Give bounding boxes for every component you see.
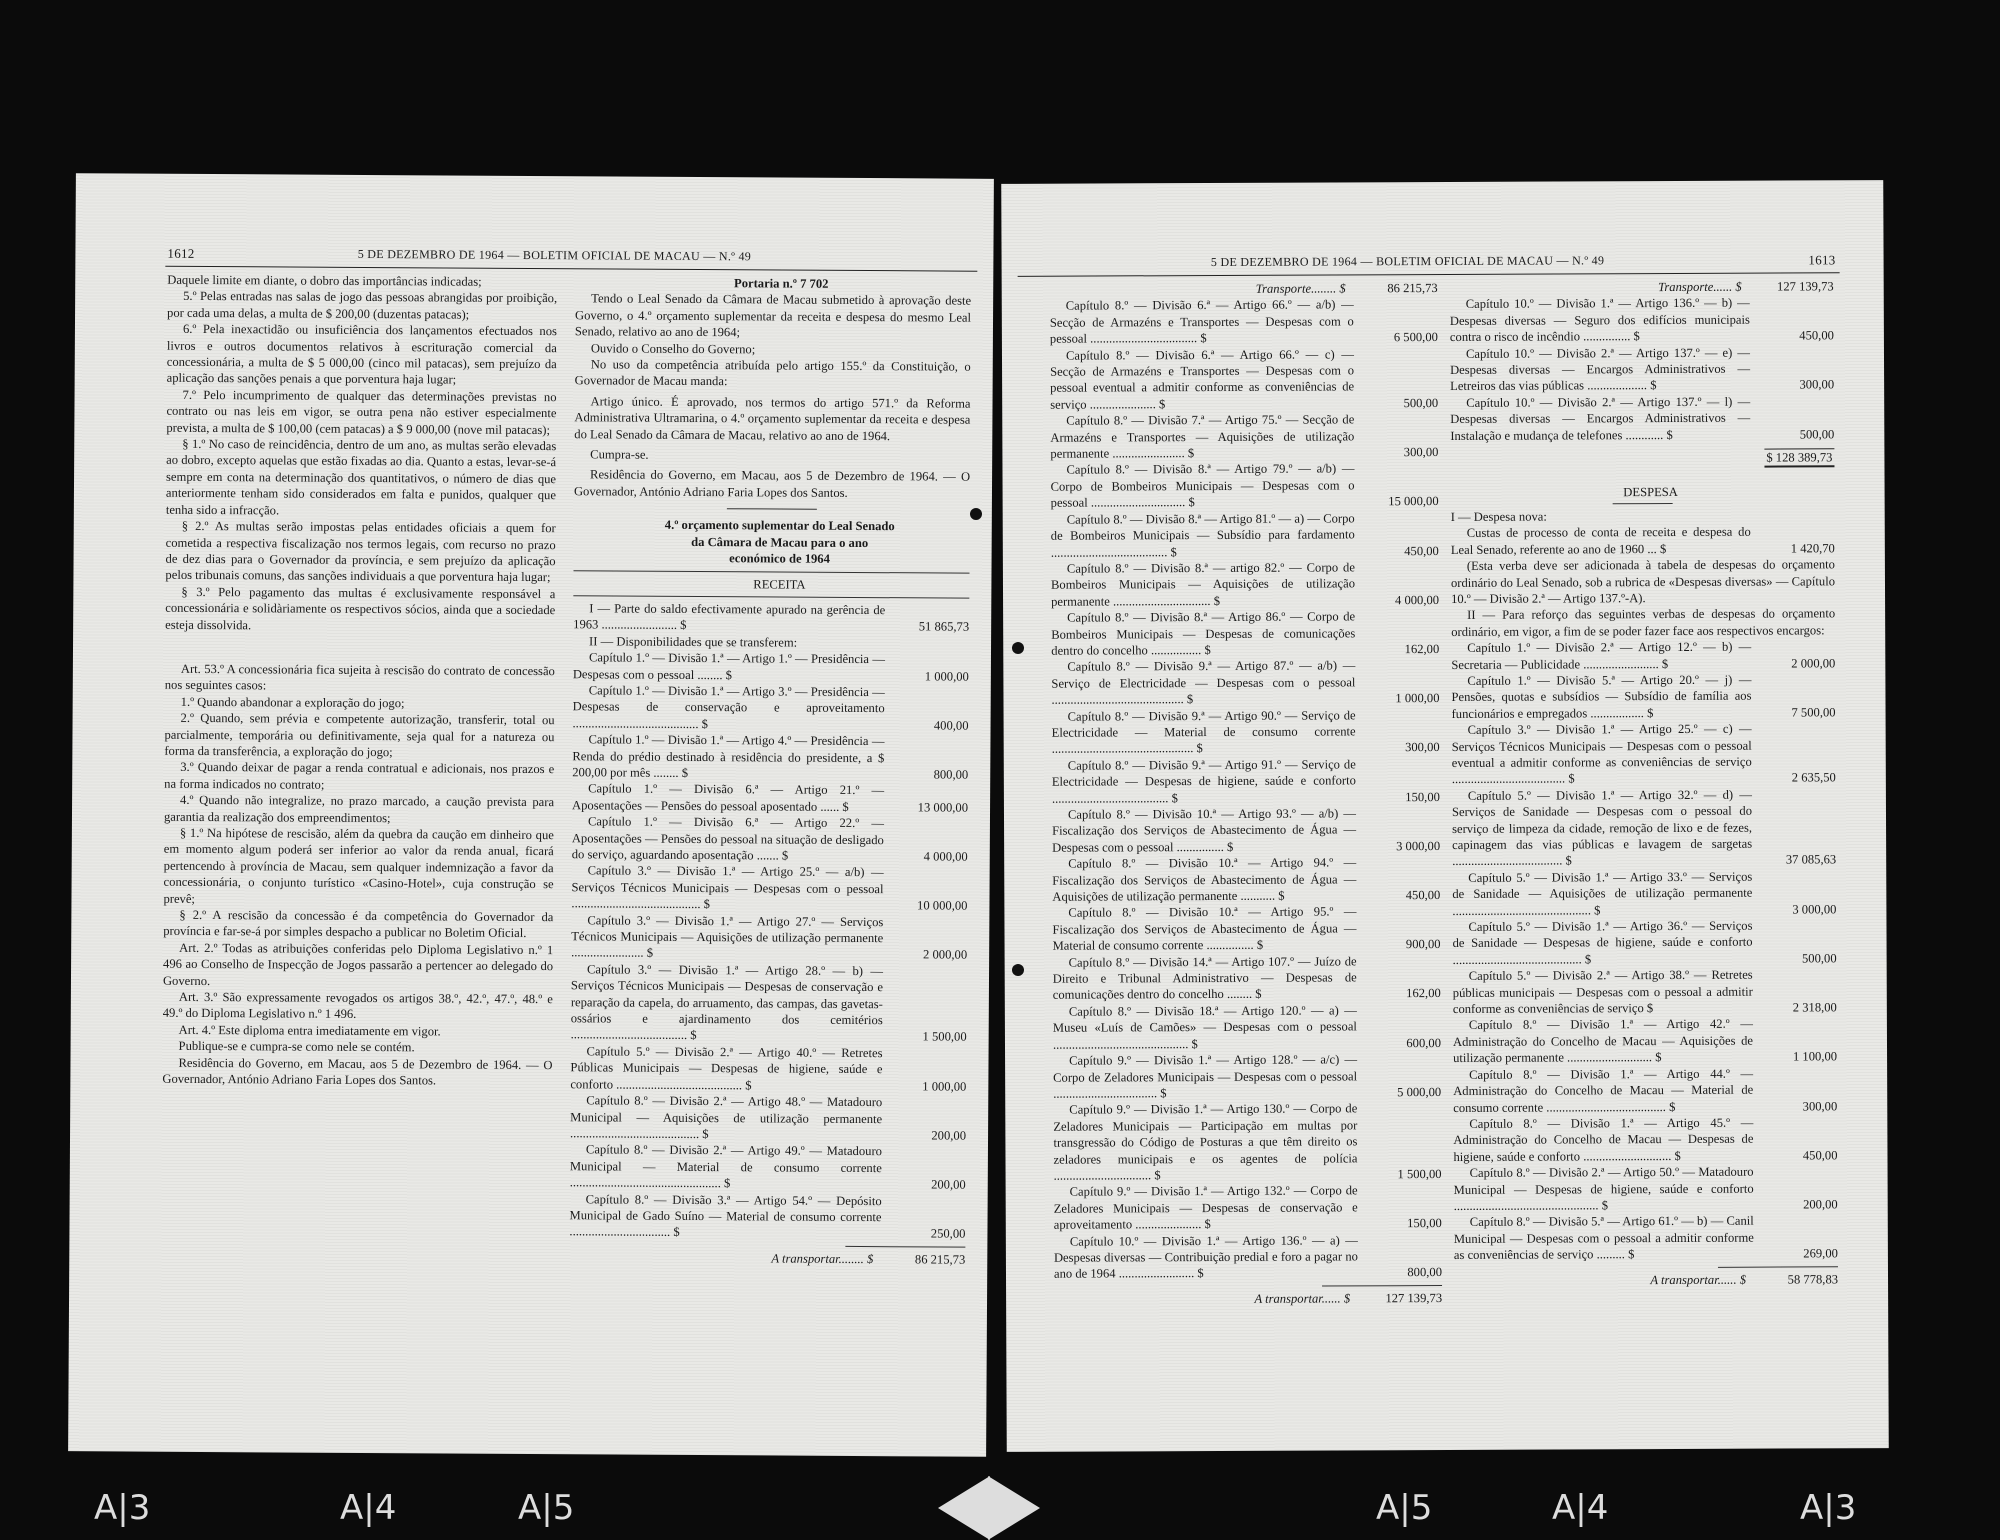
- budget-line-text: Capítulo 8.º — Divisão 9.ª — Artigo 90.º — Serviço de Electricidade — Material de consumo corrente ............................................. $: [1051, 707, 1356, 757]
- budget-line-text: Capítulo 1.º — Divisão 6.ª — Artigo 21.º — Aposentações — Pensões do pessoal aposentado ...... $: [572, 781, 885, 814]
- budget-line-text: Capítulo 8.º — Divisão 3.ª — Artigo 54.º — Depósito Municipal de Gado Suíno — Material de consumo corrente ................................ $: [569, 1191, 882, 1240]
- right-arrow-icon: [988, 1476, 1040, 1540]
- carry-forward-value: 127 139,73: [1385, 1290, 1443, 1306]
- budget-line-item: [571, 912, 967, 964]
- budget-line-item: [1053, 1002, 1441, 1053]
- budget-line-amount: 1 000,00: [924, 668, 969, 684]
- budget-line-item: [1450, 295, 1834, 346]
- paragraph: Art. 4.º Este diploma entra imediatamente em vigor.: [178, 1022, 441, 1039]
- paragraph: No uso da competência atribuída pelo artigo 155.º da Constituição, o Governador de Macau manda:: [574, 357, 971, 389]
- carried-over-label: Transporte........ $: [1255, 281, 1346, 296]
- budget-line-amount: 3 000,00: [1792, 901, 1837, 917]
- budget-line-item: [1053, 1051, 1441, 1102]
- receita-total: [1450, 448, 1834, 469]
- budget-line-amount: 15 000,00: [1388, 494, 1439, 509]
- carry-forward: [1054, 1290, 1442, 1308]
- binding-hole: [970, 508, 982, 520]
- budget-line-text: Capítulo 10.º — Divisão 1.ª — Artigo 136.º — b) — Despesas diversas — Seguro dos edifícios municipais contra o risco de incêndio ............... $: [1449, 296, 1750, 345]
- left-page: [68, 173, 994, 1457]
- budget-line-text: Capítulo 8.º — Divisão 1.ª — Artigo 44.º — Administração do Concelho de Macau — Material de consumo corrente ...................................... $: [1453, 1066, 1754, 1115]
- portaria-title: Portaria n.º 7 702: [734, 276, 829, 291]
- budget-line-text: Capítulo 5.º — Divisão 1.ª — Artigo 36.º — Serviços de Sanidade — Despesas de higiene, saúde e conforto ......................................... $: [1452, 918, 1753, 967]
- paragraph: 5.º Pelas entradas nas salas de jogo das pessoas abrangidas por proibição, por cada uma delas, a multa de $ 200,00 (duzentas patacas);: [167, 289, 558, 322]
- carried-over-value: 127 139,73: [1776, 279, 1834, 294]
- budget-line-amount: 400,00: [933, 718, 969, 733]
- budget-line-text: Capítulo 10.º — Divisão 2.ª — Artigo 137.º — e) — Despesas diversas — Encargos Administrativos — Letreiros das vias públicas ................... $: [1450, 345, 1751, 394]
- budget-line-amount: 200,00: [931, 1128, 967, 1143]
- budget-line-text: Capítulo 5.º — Divisão 2.ª — Artigo 38.º — Retretes públicas municipais — Despesas com o pessoal a admitir conforme as conveniências de serviço $: [1452, 967, 1753, 1017]
- budget-line-item: [573, 600, 969, 635]
- budget-line-amount: 4 000,00: [923, 849, 968, 864]
- budget-line-amount: 2 000,00: [1791, 655, 1836, 671]
- carried-over: [1050, 280, 1438, 298]
- budget-line-item: [569, 1191, 965, 1243]
- budget-line-text: Capítulo 1.º — Divisão 1.ª — Artigo 4.º — Presidência — Renda do prédio destinado à residência do presidente, a $ 200,00 por mês ........ $: [572, 732, 885, 780]
- budget-line-item: [570, 1092, 966, 1144]
- carry-forward-label: A transportar........ $: [771, 1251, 874, 1266]
- budget-line-amount: 1 000,00: [922, 1079, 967, 1094]
- note: (Esta verba deve ser adicionada à tabela de despesas do orçamento ordinário do Leal Senado, sob a rubrica de «Despesas diversas» — Capítulo 10.º — Divisão 2.ª — Artigo 137.º-A).: [1450, 557, 1836, 606]
- budget-line-amount: 500,00: [1801, 951, 1837, 966]
- budget-line-item: [1452, 917, 1836, 968]
- budget-line-text: Capítulo 3.º — Divisão 1.ª — Artigo 28.º — b) — Serviços Técnicos Municipais — Despesas de conservação e reparação da capela, do arruamento, das campas, das gavetas-ossários e ajardinamento dos cemitérios ..................................... $: [570, 962, 884, 1043]
- budget-line-text: Capítulo 8.º — Divisão 6.ª — Artigo 66.º — a/b) — Secção de Armazéns e Transportes — Despesas com o pessoal .................................. $: [1049, 297, 1354, 346]
- left-arrow-icon: [938, 1476, 990, 1540]
- budget-line-amount: 37 085,63: [1785, 852, 1837, 867]
- page-header: [1002, 248, 1884, 276]
- left-column-2: [569, 274, 971, 1268]
- budget-line-item: [1052, 854, 1440, 905]
- frame-mark: A|3: [1800, 1488, 1857, 1528]
- budget-line-item: [1454, 1163, 1838, 1214]
- budget-line-text: Capítulo 8.º — Divisão 14.ª — Artigo 107.º — Juízo de Direito e Tribunal Administrativo — Despesas de comunicações dentro do concelho ........ $: [1052, 954, 1357, 1003]
- budget-line-text: Capítulo 3.º — Divisão 1.ª — Artigo 27.º — Serviços Técnicos Municipais — Aquisições de utilização permanente ....................... $: [571, 912, 884, 961]
- budget-line-amount: 500,00: [1799, 426, 1835, 442]
- frame-mark: A|5: [1376, 1488, 1433, 1528]
- budget-line-item: [1453, 1016, 1837, 1067]
- budget-line-text: Capítulo 3.º — Divisão 1.ª — Artigo 25.º — a/b) — Serviços Técnicos Municipais — Despesas com o pessoal ......................................... $: [571, 863, 884, 912]
- budget-line-item: [1051, 657, 1439, 708]
- budget-line-item: [570, 1043, 966, 1095]
- budget-title-line-1: 4.º orçamento suplementar do Leal Senado: [664, 518, 895, 534]
- reforco-heading: II — Para reforço das seguintes verbas de despesas do orçamento ordinário, em vigor, a fim de se poder fazer face aos respectivos encargos:: [1451, 606, 1836, 639]
- budget-line-amount: 2 318,00: [1792, 1000, 1837, 1015]
- budget-line-amount: 4 000,00: [1394, 592, 1440, 607]
- budget-line-text: Capítulo 8.º — Divisão 7.ª — Artigo 75.º — Secção de Armazéns e Transportes — Aquisições de utilização permanente ....................... $: [1050, 412, 1355, 461]
- budget-line-text: Capítulo 8.º — Divisão 10.ª — Artigo 93.º — a/b) — Fiscalização dos Serviços de Abastecimento de Água — Despesas com o pessoal ............... $: [1052, 806, 1357, 855]
- budget-line-item: [1453, 1114, 1837, 1165]
- paragraph: Art. 53.º A concessionária fica sujeita à rescisão do contrato de concessão nos seguintes casos:: [164, 661, 555, 693]
- right-page: [1001, 180, 1889, 1452]
- budget-line-amount: 1 420,70: [1790, 540, 1835, 556]
- budget-line-item: [573, 649, 969, 684]
- carry-forward-value: 86 215,73: [914, 1252, 966, 1267]
- budget-line-text: Capítulo 5.º — Divisão 1.ª — Artigo 33.º — Serviços de Sanidade — Aquisições de utilização permanente ............................................ $: [1452, 869, 1753, 918]
- budget-line-text: Capítulo 9.º — Divisão 1.ª — Artigo 132.º — Corpo de Zeladores Municipais — Despesas de conservação e aproveitamento ..................... $: [1053, 1183, 1358, 1232]
- budget-line-item: [1051, 559, 1439, 610]
- budget-line-amount: 300,00: [1802, 1098, 1838, 1113]
- budget-line-amount: 450,00: [1405, 888, 1441, 903]
- carry-forward-value: 58 778,83: [1787, 1271, 1839, 1287]
- budget-line-amount: 250,00: [930, 1226, 966, 1242]
- budget-line-text: Capítulo 8.º — Divisão 8.ª — Artigo 81.º — a) — Corpo de Bombeiros Municipais — Subsídio para fardamento ..................................... $: [1050, 511, 1355, 560]
- carry-forward-label: A transportar...... $: [1254, 1291, 1351, 1306]
- carry-forward-label: A transportar...... $: [1650, 1272, 1747, 1287]
- budget-line-amount: 1 000,00: [1395, 691, 1440, 706]
- budget-line-amount: 2 000,00: [923, 947, 968, 963]
- paragraph: Cumpra-se.: [590, 447, 649, 462]
- paragraph: § 3.º Pelo pagamento das multas é exclusivamente responsável a concessionária e solidàriamente os respectivos sócios, ainda que a sociedade esteja dissolvida.: [165, 584, 556, 632]
- budget-line-item: [1453, 967, 1837, 1018]
- budget-line-text: Capítulo 1.º — Divisão 1.ª — Artigo 1.º — Presidência — Despesas com o pessoal ........ $: [572, 650, 886, 682]
- binding-hole: [1012, 964, 1024, 976]
- right-column-2: [1450, 278, 1838, 1289]
- paragraph: Ouvido o Conselho do Governo;: [590, 340, 756, 356]
- budget-line-item: [1454, 1213, 1838, 1264]
- budget-line-amount: 900,00: [1405, 937, 1441, 952]
- budget-line-text: Capítulo 8.º — Divisão 9.ª — Artigo 91.º — Serviço de Electricidade — Despesas de higiene, saúde e conforto ..................................... $: [1051, 757, 1356, 806]
- budget-line-text: Capítulo 10.º — Divisão 1.ª — Artigo 136.º — a) — Despesas diversas — Contribuição predial e foro a pagar no ano de 1964 ........................ $: [1053, 1232, 1358, 1282]
- frame-mark: A|3: [94, 1488, 151, 1528]
- paragraph: Residência do Governo, em Macau, aos 5 de Dezembro de 1964. — O Governador, António Adriano Faria Lopes dos Santos.: [573, 467, 971, 500]
- paragraph: 7.º Pelo incumprimento de qualquer das determinações previstas no contrato ou nas leis em vigor, se outra pena não estiver especialmente prevista, a multa de $ 100,00 (cem patacas) a $ 9 000,00 (nove mil patacas);: [166, 387, 557, 437]
- receita-heading: RECEITA: [753, 576, 806, 592]
- budget-line-item: [1452, 720, 1836, 787]
- budget-line-amount: 162,00: [1404, 641, 1440, 657]
- budget-line-item: [1050, 411, 1438, 462]
- budget-line-text: Capítulo 5.º — Divisão 1.ª — Artigo 32.º — d) — Serviços de Sanidade — Despesas com o pessoal do serviço de limpeza da cidade, remoção de lixo e de fezes, capinagem das vias públicas e lavagem de sargetas ................................... $: [1451, 787, 1753, 869]
- budget-line-amount: 300,00: [1403, 445, 1439, 460]
- carried-over-value: 86 215,73: [1387, 281, 1438, 296]
- budget-line-amount: 1 500,00: [922, 1029, 967, 1045]
- budget-line-text: Capítulo 8.º — Divisão 10.ª — Artigo 95.º — Fiscalização dos Serviços de Abastecimento de Água — Material de consumo corrente ............... $: [1052, 904, 1357, 953]
- budget-line-item: [1452, 786, 1836, 870]
- paragraph: Daquele limite em diante, o dobro das importâncias indicadas;: [167, 272, 482, 289]
- paragraph: Art. 2.º Todas as atribuições conferidas pelo Diploma Legislativo n.º 1 496 ao Conselho de Inspecção de Jogos passarão a pertencer ao delegado do Governo.: [162, 940, 554, 988]
- budget-line-text: Capítulo 8.º — Divisão 10.ª — Artigo 94.º — Fiscalização dos Serviços de Abastecimento de Água — Aquisições de utilização permanente ........... $: [1052, 855, 1357, 904]
- budget-line-item: [1450, 344, 1834, 395]
- budget-line-text: Capítulo 1.º — Divisão 1.ª — Artigo 3.º — Presidência — Despesas de conservação e aproveitamento ........................................ $: [572, 683, 885, 731]
- receita-items: [569, 600, 969, 1242]
- budget-line-item: [1451, 524, 1835, 558]
- reforco-items: [1451, 638, 1838, 1263]
- budget-line-amount: 450,00: [1802, 1148, 1838, 1163]
- budget-line-item: [572, 731, 968, 783]
- budget-line-amount: 150,00: [1407, 1216, 1442, 1231]
- budget-line-amount: 7 500,00: [1791, 705, 1836, 720]
- budget-line-item: [571, 863, 967, 915]
- budget-line-amount: 3 000,00: [1396, 838, 1441, 854]
- budget-line-text: Capítulo 8.º — Divisão 2.ª — Artigo 49.º — Matadouro Municipal — Material de consumo corrente ................................................ $: [569, 1142, 882, 1191]
- budget-line-text: Capítulo 1.º — Divisão 5.ª — Artigo 20.º — j) — Pensões, quotas e subsídios — Subsídio de família aos funcionários e empregados ................. $: [1451, 672, 1752, 721]
- budget-line-item: [1050, 460, 1438, 511]
- frame-mark: A|4: [1552, 1488, 1609, 1528]
- budget-line-item: [1050, 346, 1438, 413]
- page-header: [75, 241, 993, 271]
- budget-line-text: Capítulo 1.º — Divisão 2.ª — Artigo 12.º — b) — Secretaria — Publicidade ........................ $: [1451, 639, 1752, 672]
- budget-title-line-2: da Câmara de Macau para o ano: [691, 534, 869, 550]
- budget-title-line-3: económico de 1964: [729, 551, 830, 566]
- budget-line-text: Custas de processo de conta de receita e despesa do Leal Senado, referente ao ano de 1960 ... $: [1450, 524, 1751, 557]
- header-title: 5 DE DEZEMBRO DE 1964 — BOLETIM OFICIAL DE MACAU — N.º 49: [1210, 253, 1605, 270]
- budget-line-text: Capítulo 8.º — Divisão 2.ª — Artigo 48.º — Matadouro Municipal — Aquisições de utilização permanente ......................................... $: [570, 1093, 883, 1141]
- budget-line-text: Capítulo 8.º — Divisão 1.ª — Artigo 42.º — Administração do Concelho de Macau — Aquisições de utilização permanente ........................... $: [1452, 1017, 1754, 1066]
- budget-line-amount: 300,00: [1799, 377, 1835, 392]
- despesa-heading: DESPESA: [1623, 485, 1678, 500]
- budget-line-item: [1450, 393, 1834, 444]
- film-footer: [0, 1480, 2000, 1540]
- budget-line-item: [1054, 1232, 1442, 1283]
- budget-line-item: [1451, 638, 1835, 672]
- paragraph: Tendo o Leal Senado da Câmara de Macau submetido à aprovação deste Governo, o 4.º orçamento suplementar da receita e despesa do mesmo Leal Senado, relativo ao ano de 1964;: [574, 291, 972, 340]
- paragraph: 1.º Quando abandonar a exploração do jogo;: [180, 694, 405, 710]
- budget-line-item: [1052, 805, 1440, 856]
- budget-line-item: [1051, 510, 1439, 561]
- binding-hole: [1012, 642, 1024, 654]
- budget-line-amount: 150,00: [1405, 789, 1440, 804]
- budget-line-item: [572, 813, 968, 865]
- paragraph: § 1.º No caso de reincidência, dentro de um ano, as multas serão elevadas ao dobro, excepto aquelas que estão fixadas ao dia. Quanto a estas, levar-se-á sempre em conta na determinação dos quantitativos, o número de dias que anteriormente tenham sido considerados em falta e punidos, qualquer que tenha sido a infracção.: [165, 436, 557, 518]
- budget-line-text: Capítulo 8.º — Divisão 9.ª — Artigo 87.º — a/b) — Serviço de Electricidade — Despesas com o pessoal .......................................... $: [1051, 658, 1356, 707]
- budget-line-text: II — Disponibilidades que se transferem:: [589, 634, 798, 650]
- header-title: 5 DE DEZEMBRO DE 1964 — BOLETIM OFICIAL DE MACAU — N.º 49: [357, 246, 752, 264]
- paragraph: § 2.º A rescisão da concessão é da competência do Governador da província e far-se-á por simples despacho a publicar no Boletim Oficial.: [163, 907, 554, 941]
- budget-line-amount: 800,00: [933, 767, 969, 782]
- budget-line-item: [573, 682, 969, 734]
- budget-line-amount: 10 000,00: [917, 898, 968, 913]
- budget-line-item: [1051, 608, 1439, 659]
- frame-mark: A|4: [340, 1488, 397, 1528]
- budget-line-item: [1054, 1182, 1442, 1233]
- paragraph: Art. 3.º São expressamente revogados os artigos 38.º, 42.º, 47.º, 48.º e 49.º do Diploma Legislativo n.º 1 496.: [162, 989, 553, 1022]
- budget-line-item: [1452, 868, 1836, 919]
- page-number: 1612: [167, 245, 195, 261]
- paragraph: 3.º Quando deixar de pagar a renda contratual e adicionais, nos prazos e na forma indicados no contrato;: [164, 760, 555, 792]
- budget-line-amount: 1 100,00: [1792, 1049, 1838, 1064]
- budget-line-text: Capítulo 8.º — Divisão 2.ª — Artigo 50.º — Matadouro Municipal — Despesas de higiene, saúde e conforto .............................................. $: [1453, 1164, 1754, 1213]
- paragraph: 4.º Quando não integralize, no prazo marcado, a caução prevista para garantia da realização dos empreendimentos;: [163, 793, 555, 825]
- paragraph: 2.º Quando, sem prévia e competente autorização, transferir, total ou parcialmente, temporária ou definitivamente, seja qual for a natureza ou forma da transferência, a exploração do jogo;: [164, 711, 555, 760]
- budget-line-text: Capítulo 8.º — Divisão 5.ª — Artigo 61.º — b) — Canil Municipal — Despesas com o pessoal a admitir conforme as conveniências de serviço ......... $: [1453, 1214, 1754, 1263]
- budget-line-text: Capítulo 9.º — Divisão 1.ª — Artigo 130.º — Corpo de Zeladores Municipais — Participação em multas por transgressão do Código de Posturas a que têm direito os zeladores municipais e os agentes de polícia ............................... $: [1053, 1101, 1358, 1183]
- budget-line-item: [1453, 1065, 1837, 1116]
- budget-line-item: [1052, 707, 1440, 758]
- despesa-nova-heading: I — Despesa nova:: [1450, 509, 1547, 524]
- budget-line-amount: 450,00: [1799, 328, 1834, 343]
- budget-line-amount: 300,00: [1405, 740, 1440, 755]
- budget-line-item: [1050, 296, 1438, 347]
- budget-line-text: Capítulo 8.º — Divisão 8.ª — Artigo 79.º — a/b) — Corpo de Bombeiros Municipais — Despesas com o pessoal .............................. $: [1050, 461, 1355, 510]
- budget-line-item: [570, 1142, 966, 1194]
- budget-line-text: I — Parte do saldo efectivamente apurado na gerência de 1963 ........................ $: [573, 601, 886, 633]
- receita-items: [1450, 295, 1835, 444]
- budget-line-amount: 13 000,00: [917, 800, 969, 815]
- paragraph: § 1.º Na hipótese de rescisão, além da quebra da caução em dinheiro que em momento algum poderá ser inferior ao valor da renda anual, ficará pertencendo à província de Macau, sem qualquer indemnização a favor da concessionária, o conjunto turístico «Casino-Hotel», cuja construção se prevê;: [163, 825, 554, 906]
- budget-line-item: [1052, 903, 1440, 954]
- budget-line-text: Capítulo 8.º — Divisão 6.ª — Artigo 66.º — c) — Secção de Armazéns e Transportes — Despesas com o pessoal eventual a admitir conforme as conveniências de serviço ..................... $: [1050, 347, 1355, 412]
- carried-over: [1450, 278, 1834, 296]
- budget-line-text: Capítulo 5.º — Divisão 2.ª — Artigo 40.º — Retretes Públicas Municipais — Despesas de higiene, saúde e conforto ........................................ $: [570, 1044, 883, 1093]
- paragraph: 6.º Pela inexactidão ou insuficiência dos lançamentos efectuados nos livros e outros documentos relativos à escrituração comercial da concessionária, a multa de $ 5 000,00 (cinco mil patacas), sem prejuízo da aplicação das sanções penais a que porventura haja lugar;: [166, 322, 557, 387]
- budget-line-text: Capítulo 10.º — Divisão 2.ª — Artigo 137.º — l) — Despesas diversas — Encargos Administrativos — Instalação e mudança de telefones ............ $: [1450, 394, 1751, 443]
- left-column-1: [162, 272, 557, 1090]
- paragraph: § 2.º As multas serão impostas pelas entidades oficiais a quem for cometida a respectiva fiscalização nos termos legais, com recurso no prazo de dez dias para o Governador da província, e sem prejuízo da aplicação pelos tribunais comuns, das sanções individuais a que porventura haja lugar;: [165, 518, 556, 585]
- despesa-items: [1451, 524, 1835, 558]
- carry-forward: [1454, 1271, 1838, 1289]
- receita-items: [1050, 296, 1442, 1282]
- page-number: 1613: [1808, 252, 1836, 268]
- carry-forward: [569, 1249, 965, 1268]
- budget-line-text: Capítulo 8.º — Divisão 1.ª — Artigo 45.º — Administração do Concelho de Macau — Despesas de higiene, saúde e conforto ............................ $: [1453, 1115, 1754, 1164]
- budget-line-item: [1451, 671, 1835, 722]
- budget-line-amount: 2 635,50: [1791, 770, 1836, 785]
- budget-line-item: [571, 961, 967, 1045]
- budget-line-text: Capítulo 3.º — Divisão 1.ª — Artigo 25.º — c) — Serviços Técnicos Municipais — Despesas com o pessoal eventual a admitir conforme as conveniências de serviço .................................... $: [1451, 721, 1752, 787]
- right-column-1: [1050, 280, 1442, 1308]
- budget-line-amount: 51 865,73: [918, 619, 970, 634]
- budget-line-amount: 800,00: [1407, 1265, 1443, 1280]
- budget-line-text: Capítulo 1.º — Divisão 6.ª — Artigo 22.º — Aposentações — Pensões do pessoal na situação de desligado do serviço, aguardando aposentação ....... $: [571, 814, 884, 863]
- budget-line-text: Capítulo 8.º — Divisão 8.ª — artigo 82.º — Corpo de Bombeiros Municipais — Aquisições de utilização permanente ............................... $: [1050, 560, 1356, 609]
- budget-line-item: [572, 781, 968, 816]
- budget-line-item: [1052, 756, 1440, 807]
- budget-line-text: Capítulo 9.º — Divisão 1.ª — Artigo 128.º — a/c) — Corpo de Zeladores Municipais — Despesas com o pessoal ................................. $: [1053, 1052, 1358, 1101]
- budget-line-amount: 5 000,00: [1397, 1084, 1442, 1100]
- budget-line-amount: 600,00: [1406, 1035, 1442, 1050]
- receita-total-value: $ 128 389,73: [1764, 448, 1834, 468]
- budget-line-amount: 200,00: [1803, 1197, 1838, 1212]
- budget-line-amount: 162,00: [1406, 986, 1441, 1001]
- paragraph: Publique-se e cumpra-se como nele se contém.: [178, 1039, 415, 1055]
- budget-line-item: [1053, 953, 1441, 1004]
- budget-line-amount: 200,00: [931, 1177, 966, 1192]
- budget-line-amount: 1 500,00: [1397, 1166, 1442, 1182]
- budget-line-amount: 450,00: [1404, 543, 1439, 558]
- paragraph: Residência do Governo, em Macau, aos 5 de Dezembro de 1964. — O Governador, António Adriano Faria Lopes dos Santos.: [162, 1055, 553, 1088]
- budget-line-amount: 500,00: [1403, 395, 1439, 411]
- budget-line-text: Capítulo 8.º — Divisão 18.ª — Artigo 120.º — a) — Museu «Luís de Camões» — Despesas com o pessoal ........................................... $: [1052, 1003, 1357, 1052]
- carried-over-label: Transporte...... $: [1658, 279, 1742, 295]
- budget-line-text: Capítulo 8.º — Divisão 8.ª — Artigo 86.º — Corpo de Bombeiros Municipais — Despesas de comunicações dentro do concelho ................ $: [1051, 609, 1356, 658]
- budget-line-amount: 269,00: [1803, 1246, 1838, 1261]
- budget-line-amount: 6 500,00: [1393, 330, 1438, 345]
- budget-line-item: [1053, 1100, 1441, 1184]
- paragraph: Artigo único. É aprovado, nos termos do artigo 571.º da Reforma Administrativa Ultramarina, o 4.º orçamento suplementar da receita e despesa do Leal Senado da Câmara de Macau, relativo ao ano de 1964.: [574, 394, 971, 443]
- frame-mark: A|5: [518, 1488, 575, 1528]
